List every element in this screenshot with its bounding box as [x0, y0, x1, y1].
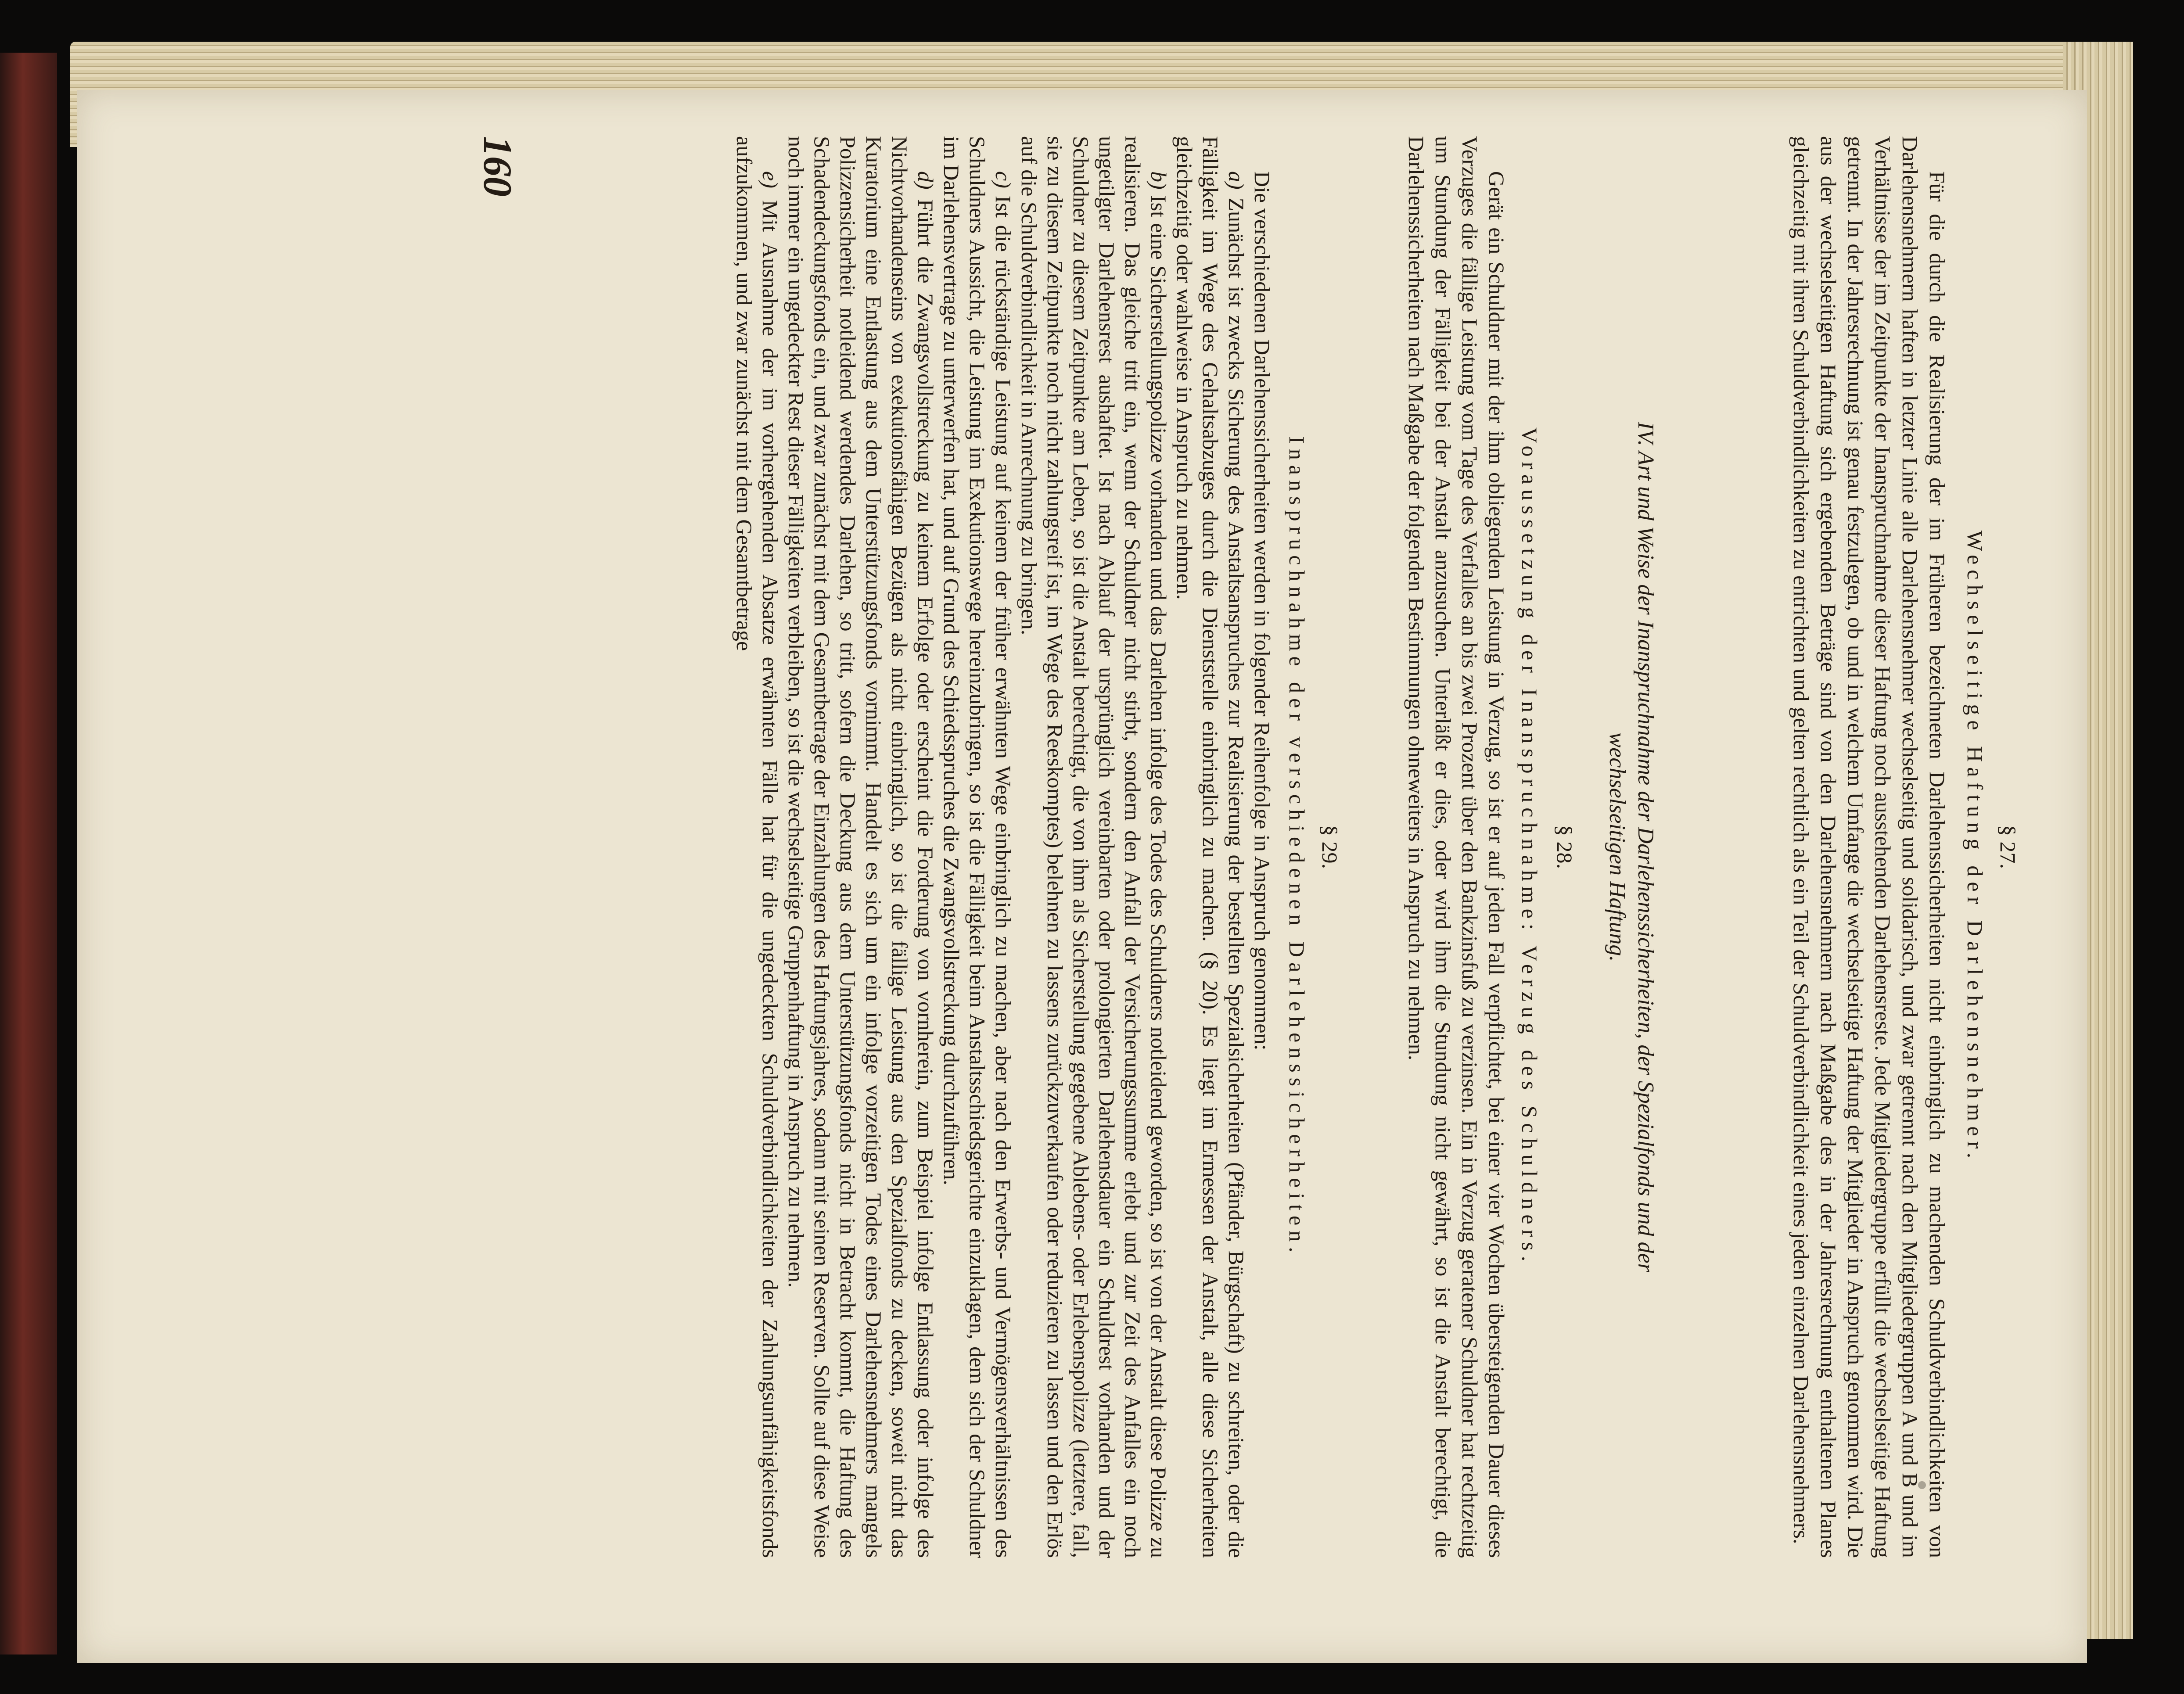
list-marker: e): [758, 171, 783, 188]
section-27-body: [1788, 136, 1951, 1558]
list-marker: d): [913, 171, 938, 190]
list-marker: c): [991, 171, 1016, 188]
rotated-page-text: [391, 136, 2023, 1558]
section-27-title: Wechselseitige Haftung der Darlehensnehmer.: [1963, 530, 1987, 1164]
list-text: Ist die rückständige Leistung auf keinem der früher erwähnten Wege einbringlich zu machen, aber nach den Erwerbs- und Vermögensverhältnissen des Schuldners Aussicht, die Leistung im Exekutionswege hereinzubringen, so ist die Fälligkeit beim Anstaltsschiedsgerichte einzuklagen, dem sich der Schuldner im Darlehensvertrage zu unterwerfen hat, und auf Grund des Schiedsspruches die Zwangsvollstreckung durchzuführen.: [939, 136, 1016, 1558]
list-item-e: [731, 136, 783, 1558]
list-text: Führt die Zwangsvollstreckung zu keinem Erfolge oder erscheint die Forderung von vornherein, zum Beispiel infolge Entlassung oder infolge des Nichtvorhandenseins von exekutionsfähigen Bezügen als nicht einbringlich, so ist die fällige Leistung aus den Spezialfonds zu decken, soweit nicht das Kuratorium eine Entlastung aus dem Unterstützungsfonds vornimmt. Handelt es sich um ein infolge vorzeitigen Todes eines Darlehensnehmers mangels Polizzensicherheit notleidend werdendes Darlehen, so tritt, sofern die Deckung aus dem Unterstützungsfonds nicht in Betracht kommt, die Haftung des Schadendeckungsfonds ein, und zwar zunächst mit dem Gesamtbetrage der Einzahlungen des Haftungsjahres, sodann mit seinen Reserven. Sollte auf diese Weise noch immer ein ungedeckter Rest dieser Fälligkeiten verbleiben, so ist die wechselseitige Gruppenhaftung in Anspruch zu nehmen.: [784, 136, 938, 1558]
list-item-b: [1016, 136, 1171, 1558]
section-28-title: Voraussetzung der Inanspruchnahme: Verzug des Schuldners.: [1517, 427, 1542, 1267]
section-27-number: § 27.: [1996, 825, 2020, 869]
list-marker: b): [1146, 171, 1171, 190]
section-28-number: § 28.: [1552, 825, 1577, 869]
list-text: Mit Ausnahme der im vorhergehenden Absatze erwähnten Fälle hat für die ungedeckten Schuldverbindlichkeiten der Zahlungsunfähigkeitsfonds aufzukommen, und zwar zunächst mit dem Gesamtbetrage: [732, 136, 783, 1558]
section-29-title: Inanspruchnahme der verschiedenen Darlehenssicherheiten.: [1285, 436, 1309, 1258]
list-marker: a): [1224, 171, 1249, 190]
book-spine: [0, 53, 57, 1655]
list-item-c: [938, 136, 1016, 1558]
list-item-a: [1171, 136, 1249, 1558]
list-item-d: [783, 136, 938, 1558]
section-28-body: [1403, 136, 1510, 1558]
section-29-number: § 29.: [1318, 825, 1342, 869]
part-iv-heading-line2: wechselseitigen Haftung.: [1605, 732, 1630, 962]
paragraph: Die verschiedenen Darlehenssicherheiten werden in folgender Reihenfolge in Anspruch genommen:: [1250, 171, 1275, 1051]
part-iv-heading-line1: IV. Art und Weise der Inanspruchnahme der Darlehenssicherheiten, der Spezialfonds und der: [1633, 422, 1658, 1272]
section-29-body: [731, 136, 1275, 1558]
list-text: Zunächst ist zwecks Sicherung des Anstaltsanspruches zur Realisierung der bestellten Spezialsicherheiten (Pfänder, Bürgschaft) zu schreiten, oder die Fälligkeit im Wege des Gehaltsabzuges durch die Dienststelle einbringlich zu machen. (§ 20). Es liegt im Ermessen der Anstalt, alle diese Sicherheiten gleichzeitig oder wahlweise in Anspruch zu nehmen.: [1172, 136, 1249, 1558]
paragraph: Gerät ein Schuldner mit der ihm obliegenden Leistung in Verzug, so ist er auf jeden Fall verpflichtet, bei einer vier Wochen übersteigenden Dauer dieses Verzuges die fällige Leistung vom Tage des Verfalles an bis zwei Prozent über den Bankzinsfuß zu verzinsen. Ein in Verzug geratener Schuldner hat rechtzeitig um Stundung der Fälligkeit bei der Anstalt anzusuchen. Unterläßt er dies, oder wird ihm die Stundung nicht gewährt, so ist die Anstalt berechtigt, die Darlehenssicherheiten nach Maßgabe der folgenden Bestimmungen ohneweiters in Anspruch zu nehmen.: [1404, 136, 1509, 1558]
list-text: Ist eine Sicherstellungspolizze vorhanden und das Darlehen infolge des Todes des Schuldners notleidend geworden, so ist von der Anstalt diese Polizze zu realisieren. Das gleiche tritt ein, wenn der Schuldner nicht stirbt, sondern den Anfall der Versicherungssumme erlebt und zur Zeit des Anfalles ein noch ungetilgter Darlehensrest aushaftet. Ist nach Ablauf der ursprünglich vereinbarten oder prolongierten Darlehensdauer ein Schuldrest vorhanden und der Schuldner zu diesem Zeitpunkte am Leben, so ist die Anstalt berechtigt, die von ihm als Sicherstellung gegebene Ablebens- oder Erlebenspolizze (letztere, fall, sie zu diesem Zeitpunkte noch nicht zahlungsreif ist, im Wege des Reeskomptes) belehnen zu lassens zurückzuverkaufen oder reduzieren zu lassen und den Erlös auf die Schuldverbindlichkeit in Anrechnung zu bringen.: [1017, 136, 1171, 1558]
paragraph: Für die durch die Realisierung der im Früheren bezeichneten Darlehenssicherheiten nicht einbringlich zu machenden Schuldverbindlichkeiten von Darlehensnehmern haften in letzter Linie alle Darlehensnehmer wechselseitig und solidarisch, und zwar getrennt nach den Mitgliedergruppen A und B und im Verhältnisse der im Zeitpunkte der Inanspruchnahme dieser Haftung noch ausstehenden Darlehensreste. Jede Mitgliedergruppe erfüllt die wechselseitige Haftung getrennt. In der Jahresrechnung ist genau festzulegen, ob und in welchem Umfange die wechselseitige Haftung der Mitglieder in Anspruch genommen wird. Die aus der wechselseitigen Haftung sich ergebenden Beträge sind von den Darlehensnehmern nach Maßgabe des in der Jahresrechnung enthaltenen Planes gleichzeitig mit ihren Schuldverbindlichkeiten zu entrichten und gelten rechtlich als ein Teil der Schuldverbindlichkeit eines jeden einzelnen Darlehensnehmers.: [1789, 136, 1950, 1558]
page-number: 160: [475, 136, 520, 197]
